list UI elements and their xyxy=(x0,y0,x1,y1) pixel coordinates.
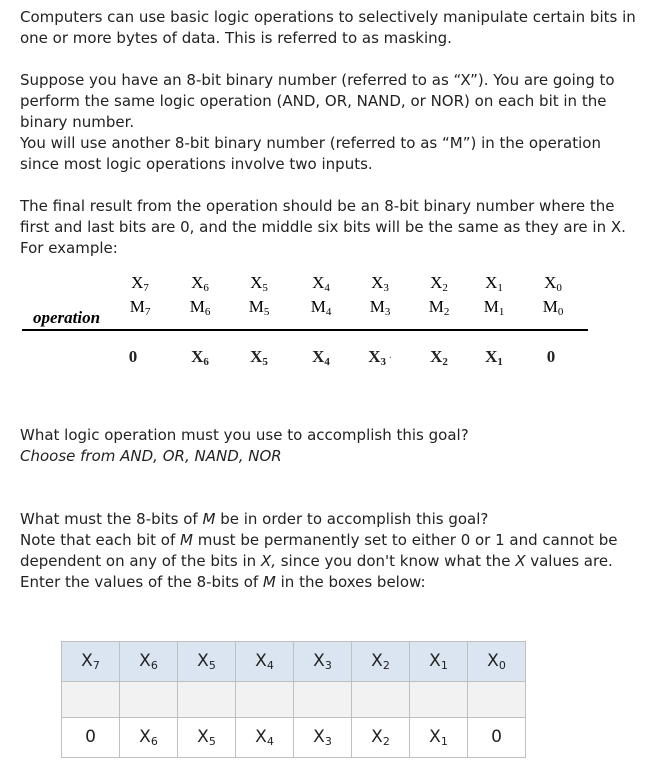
mask-input-m6[interactable] xyxy=(120,682,178,718)
m-bit-2: $M_2$ xyxy=(428,297,450,318)
mask-input-m5[interactable] xyxy=(178,682,236,718)
mask-table xyxy=(61,641,526,758)
table-result-bit-0: 0 xyxy=(468,718,526,758)
question-2-line-1: What must the 8-bits of M be in order to accomplish this goal? xyxy=(20,510,489,528)
x-bit-5: $X_5$ xyxy=(250,273,268,294)
header-x7: $X_7$ xyxy=(62,642,120,682)
intro-paragraph-3: You will use another 8-bit binary number (referred to as “M”) in the operation since most logic operations involve two inputs. xyxy=(20,134,601,173)
mask-input-row xyxy=(62,682,526,718)
result-bit-2: $X_2$ xyxy=(430,347,448,368)
example-result-row xyxy=(0,346,648,368)
x-bit-2: $X_2$ xyxy=(430,273,448,294)
x-bit-1: $X_1$ xyxy=(485,273,503,294)
m-bit-4: $M_4$ xyxy=(310,297,332,318)
header-x0: $X_0$ xyxy=(468,642,526,682)
intro-paragraph-1: Computers can use basic logic operations to selectively manipulate certain bits in one or more bytes of data. This is referred to as masking. xyxy=(20,8,636,47)
mask-input-m2[interactable] xyxy=(352,682,410,718)
mask-input-m7[interactable] xyxy=(62,682,120,718)
question-2-text xyxy=(20,509,644,593)
result-bit-7: 0 xyxy=(128,347,138,366)
table-result-bit-2: $X_2$ xyxy=(352,718,410,758)
question-2-line-2: Note that each bit of M must be permanently set to either 0 or 1 and cannot be xyxy=(20,531,618,549)
table-result-bit-3: $X_3$ xyxy=(294,718,352,758)
intro-paragraph-4: The final result from the operation should be an 8-bit binary number where the first and last bits are 0, and the middle six bits will be the same as they are in X. For example: xyxy=(20,197,626,257)
m-bit-6: $M_6$ xyxy=(189,297,211,318)
result-bit-3: $X_3$ · xyxy=(368,347,392,368)
table-result-row xyxy=(62,718,526,758)
mask-input-m0[interactable] xyxy=(468,682,526,718)
question-1-hint: Choose from AND, OR, NAND, NOR xyxy=(20,447,282,465)
x-bit-0: $X_0$ xyxy=(544,273,562,294)
m-bit-5: $M_5$ xyxy=(248,297,270,318)
table-result-bit-1: $X_1$ xyxy=(410,718,468,758)
header-x3: $X_3$ xyxy=(294,642,352,682)
stray-dot: · xyxy=(389,353,392,362)
header-x6: $X_6$ xyxy=(120,642,178,682)
result-bit-1: $X_1$ xyxy=(485,347,503,368)
table-result-bit-6: $X_6$ xyxy=(120,718,178,758)
x-operand-row xyxy=(0,272,648,294)
mask-input-m4[interactable] xyxy=(236,682,294,718)
x-bit-6: $X_6$ xyxy=(191,273,209,294)
mask-input-m1[interactable] xyxy=(410,682,468,718)
x-bit-4: $X_4$ xyxy=(312,273,330,294)
result-bit-5: $X_5$ xyxy=(250,347,268,368)
question-2-line-4: Enter the values of the 8-bits of M in the boxes below: xyxy=(20,573,426,591)
table-result-bit-7: 0 xyxy=(62,718,120,758)
table-result-bit-5: $X_5$ xyxy=(178,718,236,758)
x-bit-3: $X_3$ xyxy=(371,273,389,294)
intro-paragraph-2: Suppose you have an 8-bit binary number (referred to as “X”). You are going to perform the same logic operation (AND, OR, NAND, or NOR) on each bit in the binary number. xyxy=(20,71,615,131)
table-header-row xyxy=(62,642,526,682)
m-bit-7: $M_7$ xyxy=(129,297,151,318)
header-x4: $X_4$ xyxy=(236,642,294,682)
operation-divider xyxy=(22,329,588,331)
x-bit-7: $X_7$ xyxy=(131,273,149,294)
header-x2: $X_2$ xyxy=(352,642,410,682)
mask-input-m3[interactable] xyxy=(294,682,352,718)
result-bit-0: 0 xyxy=(546,347,556,366)
question-2-line-3: dependent on any of the bits in X, since you don't know what the X values are. xyxy=(20,552,613,570)
m-bit-1: $M_1$ xyxy=(483,297,505,318)
header-x5: $X_5$ xyxy=(178,642,236,682)
table-result-bit-4: $X_4$ xyxy=(236,718,294,758)
question-1-text: What logic operation must you use to accomplish this goal? xyxy=(20,426,469,444)
m-bit-0: $M_0$ xyxy=(542,297,564,318)
header-x1: $X_1$ xyxy=(410,642,468,682)
result-bit-6: $X_6$ xyxy=(191,347,209,368)
operation-label: operation xyxy=(33,308,101,327)
result-bit-4: $X_4$ xyxy=(312,347,330,368)
m-bit-3: $M_3$ xyxy=(369,297,391,318)
